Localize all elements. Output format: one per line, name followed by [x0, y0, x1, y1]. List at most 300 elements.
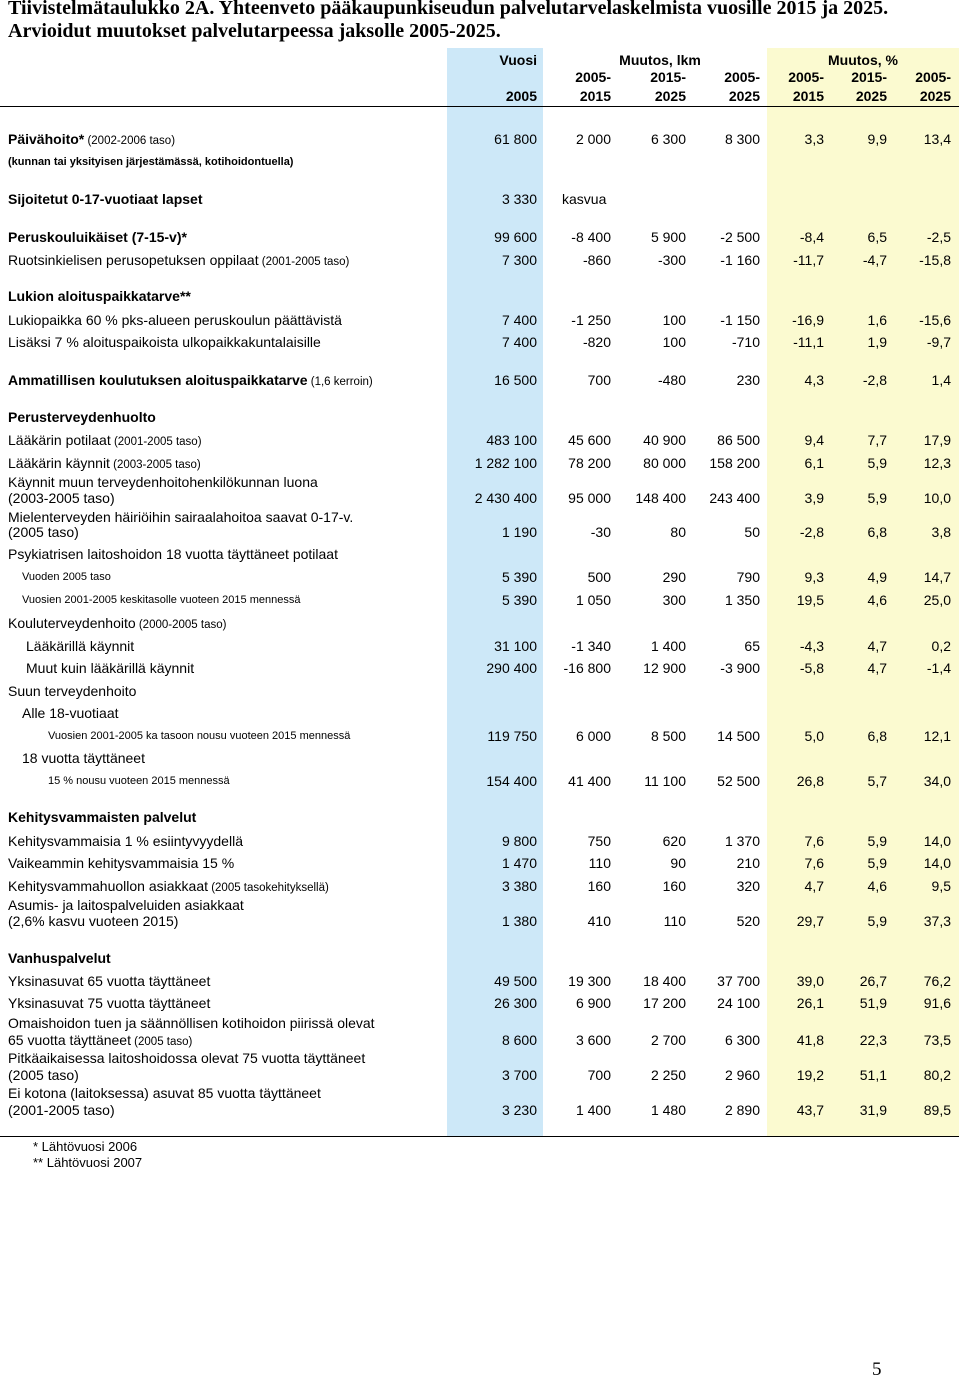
table-cell: 320 — [736, 878, 760, 894]
row-label-text: Peruskouluikäiset (7-15-v)* — [8, 229, 187, 245]
row-label — [8, 522, 79, 542]
header-period-5-bottom: 2025 — [855, 88, 887, 104]
table-cell: 26,7 — [859, 973, 887, 989]
footnote-2: ** Lähtövuosi 2007 — [33, 1155, 143, 1170]
table-cell: 7,7 — [867, 432, 887, 448]
row-label-text: Ei kotona (laitoksessa) asuvat 85 vuotta täyttäneet — [8, 1085, 321, 1101]
table-cell: -2,8 — [862, 372, 887, 388]
table-cell: 483 100 — [486, 432, 537, 448]
table-cell: 39,0 — [796, 973, 824, 989]
table-cell: 700 — [587, 1067, 611, 1083]
table-row — [0, 1065, 960, 1085]
table-row — [0, 286, 960, 306]
table-cell: 3 380 — [501, 878, 537, 894]
table-cell: -8,4 — [799, 229, 824, 245]
table-row — [0, 250, 960, 270]
row-label-text: (2003-2005 taso) — [8, 490, 115, 506]
table-cell: 5,9 — [867, 833, 887, 849]
row-label — [22, 703, 119, 723]
table-cell: -11,1 — [793, 334, 824, 350]
table-cell: 5,9 — [867, 455, 887, 471]
table-cell: 51,9 — [859, 995, 887, 1011]
table-cell: 17 200 — [643, 995, 686, 1011]
row-label — [8, 1065, 79, 1085]
row-label-text: Lääkärillä käynnit — [26, 638, 135, 654]
table-cell: 61 800 — [494, 131, 537, 147]
table-cell: 6 300 — [724, 1032, 760, 1048]
row-label-text: Vuosien 2001-2005 ka tasoon nousu vuoteen 2015 mennessä — [48, 730, 351, 742]
row-label-text: Lukiopaikka 60 % pks-alueen peruskoulun päättävistä — [8, 312, 342, 328]
table-row — [0, 636, 960, 656]
row-label — [8, 430, 202, 452]
table-cell: 26,8 — [796, 773, 824, 789]
table-cell: 790 — [736, 569, 760, 585]
table-row — [0, 681, 960, 701]
row-label-text: Lääkärin käynnit — [8, 455, 110, 471]
table-cell: -480 — [657, 372, 686, 388]
table-cell: 86 500 — [717, 432, 760, 448]
table-cell: 51,1 — [859, 1067, 887, 1083]
table-cell: 6 000 — [575, 728, 611, 744]
table-cell: 7 300 — [501, 252, 537, 268]
table-cell: 520 — [736, 913, 760, 929]
row-label-text: Muut kuin lääkärillä käynnit — [26, 660, 195, 676]
row-label-text: Sijoitetut 0-17-vuotiaat lapset — [8, 191, 203, 207]
table-cell: -11,7 — [793, 252, 824, 268]
table-cell: 2 700 — [650, 1032, 686, 1048]
row-label — [26, 658, 194, 678]
table-cell: 25,0 — [923, 592, 951, 608]
table-cell: -1 250 — [571, 312, 611, 328]
table-cell: 80 — [670, 524, 686, 540]
table-cell: 2 890 — [724, 1102, 760, 1118]
table-cell: 99 600 — [494, 229, 537, 245]
row-label — [8, 152, 293, 172]
header-period-1-bottom: 2015 — [579, 88, 611, 104]
row-label-text: 18 vuotta täyttäneet — [22, 750, 145, 766]
row-label-text: Mielenterveyden häiriöihin sairaalahoitoa saavat 0-17-v. — [8, 509, 354, 525]
table-cell: 4,9 — [867, 569, 887, 585]
row-label-text: (2005 taso) — [8, 524, 79, 540]
table-cell: 3,8 — [931, 524, 951, 540]
header-muutos-pct: Muutos, % — [828, 52, 898, 68]
table-bottom-rule — [0, 1136, 959, 1137]
table-row — [0, 807, 960, 827]
table-cell: 4,6 — [867, 592, 887, 608]
row-label-note: (2002-2006 taso) — [84, 135, 176, 147]
table-cell: 18 400 — [643, 973, 686, 989]
table-cell: 500 — [587, 569, 611, 585]
row-label — [8, 831, 243, 851]
table-cell: 6,8 — [867, 524, 887, 540]
table-cell: 31,9 — [859, 1102, 887, 1118]
header-period-4-top: 2005- — [788, 69, 824, 85]
table-cell: 158 200 — [709, 455, 760, 471]
row-label-text: Omaishoidon tuen ja säännöllisen kotihoidon piirissä olevat — [8, 1015, 375, 1031]
table-cell: 3 600 — [575, 1032, 611, 1048]
table-cell: 89,5 — [923, 1102, 951, 1118]
row-label-text: Alle 18-vuotiaat — [22, 705, 119, 721]
row-label — [8, 129, 175, 151]
table-cell: 620 — [662, 833, 686, 849]
table-cell: 1 470 — [501, 855, 537, 871]
table-row — [0, 971, 960, 991]
table-cell: 4,7 — [867, 638, 887, 654]
table-cell: -1 150 — [720, 312, 760, 328]
table-row — [0, 129, 960, 149]
table-row — [0, 310, 960, 330]
header-period-3-top: 2005- — [724, 69, 760, 85]
row-label — [48, 726, 350, 746]
table-cell: 2 430 400 — [474, 490, 537, 506]
table-cell: 80 000 — [643, 455, 686, 471]
header-period-2-top: 2015- — [650, 69, 686, 85]
row-label-text: (2005 taso) — [8, 1067, 79, 1083]
row-label-text: 15 % nousu vuoteen 2015 mennessä — [48, 775, 230, 787]
row-label-text: Yksinasuvat 65 vuotta täyttäneet — [8, 973, 211, 989]
table-cell: -1,4 — [926, 660, 951, 676]
table-cell: 1 480 — [650, 1102, 686, 1118]
table-cell: 13,4 — [923, 131, 951, 147]
table-cell: 3 700 — [501, 1067, 537, 1083]
table-cell: 10,0 — [923, 490, 951, 506]
table-cell: 50 — [744, 524, 760, 540]
row-label-note: (2000-2005 taso) — [135, 619, 227, 631]
table-cell: 5 390 — [501, 569, 537, 585]
table-cell: 3,9 — [804, 490, 824, 506]
table-cell: 5,7 — [867, 773, 887, 789]
row-label-text: Asumis- ja laitospalveluiden asiakkaat — [8, 897, 244, 913]
table-cell: 49 500 — [494, 973, 537, 989]
table-cell: 210 — [736, 855, 760, 871]
table-cell: 8 300 — [724, 131, 760, 147]
table-cell: 6,1 — [804, 455, 824, 471]
table-row — [0, 853, 960, 873]
table-row — [0, 567, 960, 587]
table-cell: 9 800 — [501, 833, 537, 849]
row-label — [8, 189, 202, 209]
table-cell: 80,2 — [923, 1067, 951, 1083]
row-label-text: Vanhuspalvelut — [8, 950, 111, 966]
row-label-text: Pitkäaikaisessa laitoshoidossa olevat 75 vuotta täyttäneet — [8, 1050, 366, 1066]
row-label-text: Kehitysvammahuollon asiakkaat — [8, 878, 208, 894]
table-cell: 5,9 — [867, 490, 887, 506]
table-cell: 52 500 — [717, 773, 760, 789]
table-cell: 1,9 — [867, 334, 887, 350]
table-row — [0, 911, 960, 931]
table-cell: 100 — [662, 312, 686, 328]
row-label — [8, 544, 338, 564]
table-cell: 1 400 — [650, 638, 686, 654]
table-cell: -4,3 — [799, 638, 824, 654]
header-period-1-top: 2005- — [575, 69, 611, 85]
table-cell: -16,9 — [792, 312, 824, 328]
table-cell: 9,4 — [804, 432, 824, 448]
row-label-text: Yksinasuvat 75 vuotta täyttäneet — [8, 995, 211, 1011]
table-cell: 700 — [587, 372, 611, 388]
row-label — [22, 590, 300, 610]
table-cell: 4,7 — [867, 660, 887, 676]
table-cell: 8 600 — [501, 1032, 537, 1048]
table-cell: -2 500 — [720, 229, 760, 245]
table-cell: -8 400 — [571, 229, 611, 245]
table-cell: 40 900 — [643, 432, 686, 448]
header-period-6-bottom: 2025 — [919, 88, 951, 104]
row-label-note: (2001-2005 taso) — [258, 256, 350, 268]
table-cell: 148 400 — [635, 490, 686, 506]
table-cell: 5 900 — [650, 229, 686, 245]
table-cell: 1 190 — [501, 524, 537, 540]
table-cell: 90 — [670, 855, 686, 871]
row-label-note: (1,6 kerroin) — [307, 376, 373, 388]
header-period-4-bottom: 2015 — [792, 88, 824, 104]
table-cell: 1 050 — [575, 592, 611, 608]
table-cell: 110 — [663, 913, 686, 929]
table-cell: 5,9 — [867, 913, 887, 929]
table-row — [0, 370, 960, 390]
page-title: Tiivistelmätaulukko 2A. Yhteenveto pääkaupunkiseudun palvelutarvelaskelmista vuosille 2015 ja 2025. Arvioidut muutokset palvelutarpeessa jaksolle 2005-2025. — [8, 0, 889, 42]
table-cell: 4,3 — [804, 372, 824, 388]
table-cell: 410 — [587, 913, 611, 929]
table-cell: -15,8 — [919, 252, 951, 268]
table-cell: 2 250 — [650, 1067, 686, 1083]
table-cell: 243 400 — [709, 490, 760, 506]
table-row — [0, 189, 960, 209]
table-cell: 7,6 — [804, 833, 824, 849]
table-row — [0, 726, 960, 746]
table-cell: 5,0 — [804, 728, 824, 744]
table-cell: 6,8 — [867, 728, 887, 744]
row-label-text: Ruotsinkielisen perusopetuksen oppilaat — [8, 252, 259, 268]
table-cell: 43,7 — [796, 1102, 824, 1118]
table-cell: 22,3 — [859, 1032, 887, 1048]
row-label — [22, 567, 111, 587]
header-period-3-bottom: 2025 — [728, 88, 760, 104]
table-cell: 1,4 — [931, 372, 951, 388]
row-label-text: Kehitysvammaisia 1 % esiintyvyydellä — [8, 833, 243, 849]
footnote-1: * Lähtövuosi 2006 — [33, 1139, 138, 1154]
table-cell: 14,7 — [923, 569, 951, 585]
table-cell: 1,6 — [867, 312, 887, 328]
table-cell: 2 960 — [724, 1067, 760, 1083]
table-cell: 119 750 — [487, 728, 537, 744]
row-label — [8, 681, 136, 701]
table-cell: 11 100 — [644, 773, 686, 789]
table-cell: 78 200 — [568, 455, 611, 471]
row-label-text: (2,6% kasvu vuoteen 2015) — [8, 913, 179, 929]
row-label — [8, 286, 191, 306]
header-period-6-top: 2005- — [915, 69, 951, 85]
table-cell: -2,5 — [926, 229, 951, 245]
table-cell: 9,9 — [867, 131, 887, 147]
table-cell: -15,6 — [919, 312, 951, 328]
table-cell: 12 900 — [643, 660, 686, 676]
table-cell: -16 800 — [563, 660, 611, 676]
row-label-text: Psykiatrisen laitoshoidon 18 vuotta täyttäneet potilaat — [8, 546, 338, 562]
table-cell: 41,8 — [796, 1032, 824, 1048]
table-row — [0, 658, 960, 678]
row-label — [8, 227, 187, 247]
header-col-2005: 2005 — [505, 88, 537, 104]
table-cell: 5,9 — [867, 855, 887, 871]
table-cell: -1 160 — [720, 252, 760, 268]
table-cell: 91,6 — [923, 995, 951, 1011]
table-cell: -820 — [582, 334, 611, 350]
table-cell: -9,7 — [926, 334, 951, 350]
row-label — [8, 807, 196, 827]
table-cell: 160 — [662, 878, 686, 894]
table-cell: 7,6 — [804, 855, 824, 871]
table-cell: 6 900 — [575, 995, 611, 1011]
row-label — [8, 370, 373, 392]
row-label-note: (2005 taso) — [130, 1036, 193, 1048]
table-cell: -3 900 — [720, 660, 760, 676]
table-cell: 34,0 — [923, 773, 951, 789]
table-row — [0, 1030, 960, 1050]
row-label-note: (2005 tasokehityksellä) — [208, 882, 329, 894]
table-cell: 31 100 — [494, 638, 537, 654]
row-label-text: Vaikeammin kehitysvammaisia 15 % — [8, 855, 235, 871]
table-cell: 5 390 — [501, 592, 537, 608]
table-row — [0, 748, 960, 768]
table-row — [0, 876, 960, 896]
table-cell: 17,9 — [923, 432, 951, 448]
table-cell: 14,0 — [923, 855, 951, 871]
row-label — [48, 771, 230, 791]
table-cell: 9,3 — [804, 569, 824, 585]
row-label — [8, 310, 342, 330]
table-row — [0, 522, 960, 542]
table-row — [0, 771, 960, 791]
row-label-text: Lääkärin potilaat — [8, 432, 111, 448]
row-label-note: (2001-2005 taso) — [110, 436, 202, 448]
table-row — [0, 488, 960, 508]
table-cell: 8 500 — [650, 728, 686, 744]
table-row — [0, 227, 960, 247]
table-cell: 750 — [587, 833, 611, 849]
table-row — [0, 152, 960, 172]
row-label — [8, 407, 156, 427]
table-cell: 7 400 — [501, 334, 537, 350]
row-label — [8, 613, 226, 635]
row-label — [8, 250, 349, 272]
table-cell: 19 300 — [568, 973, 611, 989]
table-cell: 9,5 — [931, 878, 951, 894]
table-cell: -860 — [582, 252, 611, 268]
table-cell: 6,5 — [867, 229, 887, 245]
row-label-text: (2001-2005 taso) — [8, 1102, 115, 1118]
header-vuosi: Vuosi — [499, 52, 537, 68]
table-cell: -30 — [590, 524, 611, 540]
table-cell: 16 500 — [494, 372, 537, 388]
table-cell: 37,3 — [923, 913, 951, 929]
table-cell: -300 — [657, 252, 686, 268]
table-cell: 26,1 — [796, 995, 824, 1011]
table-cell: 154 400 — [486, 773, 537, 789]
table-cell: 24 100 — [717, 995, 760, 1011]
row-label-text: Lisäksi 7 % aloituspaikoista ulkopaikkakuntalaisille — [8, 334, 321, 350]
table-cell: 3 330 — [501, 191, 537, 207]
table-cell: 1 370 — [724, 833, 760, 849]
table-cell: -1 340 — [571, 638, 611, 654]
table-cell: 29,7 — [796, 913, 824, 929]
header-period-2-bottom: 2025 — [654, 88, 686, 104]
row-label — [26, 636, 134, 656]
table-cell: 7 400 — [501, 312, 537, 328]
row-label — [8, 853, 234, 873]
header-rule — [0, 106, 959, 107]
table-cell: 19,2 — [796, 1067, 824, 1083]
table-cell: 110 — [588, 855, 611, 871]
row-label — [22, 748, 145, 768]
row-label-text: Kouluterveydenhoito — [8, 615, 136, 631]
table-row — [0, 948, 960, 968]
table-cell-text: kasvua — [562, 191, 607, 207]
table-cell: 45 600 — [568, 432, 611, 448]
row-label — [8, 1100, 115, 1120]
table-cell: 4,7 — [804, 878, 824, 894]
row-label-text: Käynnit muun terveydenhoitohenkilökunnan luona — [8, 474, 318, 490]
table-cell: 100 — [662, 334, 686, 350]
row-label-text: Päivähoito* — [8, 131, 85, 147]
header-muutos-lkm: Muutos, lkm — [619, 52, 701, 68]
row-label — [8, 948, 111, 968]
table-row — [0, 703, 960, 723]
row-label-text: Vuoden 2005 taso — [22, 571, 111, 583]
table-row — [0, 590, 960, 610]
row-label-text: 65 vuotta täyttäneet — [8, 1032, 131, 1048]
table-cell: 1 350 — [724, 592, 760, 608]
table-cell: -5,8 — [799, 660, 824, 676]
table-cell: 290 400 — [486, 660, 537, 676]
table-cell: 73,5 — [923, 1032, 951, 1048]
table-cell: -2,8 — [799, 524, 824, 540]
row-label — [8, 993, 210, 1013]
table-row — [0, 613, 960, 633]
table-cell: -710 — [731, 334, 760, 350]
row-label-text: Kehitysvammaisten palvelut — [8, 809, 197, 825]
table-cell: 3,3 — [804, 131, 824, 147]
table-cell: 1 380 — [501, 913, 537, 929]
row-label-text: (kunnan tai yksityisen järjestämässä, kotihoidontuella) — [8, 156, 294, 168]
table-cell: -4,7 — [862, 252, 887, 268]
table-cell: 300 — [662, 592, 686, 608]
table-row — [0, 407, 960, 427]
table-cell: 1 282 100 — [474, 455, 537, 471]
table-cell: 3 230 — [501, 1102, 537, 1118]
row-label — [8, 488, 115, 508]
table-cell: 1 400 — [575, 1102, 611, 1118]
table-cell: 2 000 — [575, 131, 611, 147]
row-label-text: Lukion aloituspaikkatarve** — [8, 288, 191, 304]
table-cell: 41 400 — [568, 773, 611, 789]
table-cell: 14,0 — [923, 833, 951, 849]
table-cell: 6 300 — [650, 131, 686, 147]
table-cell: 4,6 — [867, 878, 887, 894]
table-cell: 26 300 — [494, 995, 537, 1011]
row-label-text: Vuosien 2001-2005 keskitasolle vuoteen 2015 mennessä — [22, 594, 301, 606]
table-row — [0, 1100, 960, 1120]
table-row — [0, 544, 960, 564]
table-cell: 160 — [587, 878, 611, 894]
table-cell: 37 700 — [717, 973, 760, 989]
table-cell: 76,2 — [923, 973, 951, 989]
table-cell: 95 000 — [568, 490, 611, 506]
table-cell: 65 — [744, 638, 760, 654]
table-cell: 12,3 — [923, 455, 951, 471]
row-label-text: Ammatillisen koulutuksen aloituspaikkatarve — [8, 372, 308, 388]
table-row — [0, 831, 960, 851]
